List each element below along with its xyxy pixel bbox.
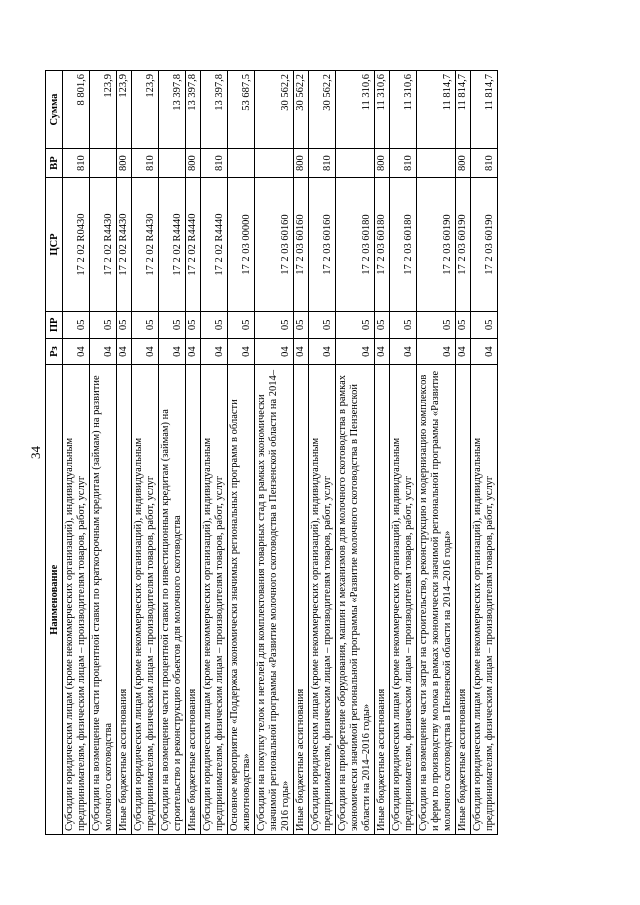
cell-rz: 04 bbox=[417, 338, 456, 365]
table-row bbox=[336, 71, 375, 835]
table-row bbox=[390, 71, 417, 835]
cell-csr: 17 2 03 60190 bbox=[417, 178, 456, 312]
cell-pr: 05 bbox=[456, 311, 471, 338]
cell-pr: 05 bbox=[132, 311, 159, 338]
cell-rz: 04 bbox=[255, 338, 294, 365]
cell-name: Иные бюджетные ассигнования bbox=[456, 365, 471, 835]
cell-sum: 11 310,6 bbox=[390, 71, 417, 149]
table-body bbox=[63, 71, 498, 835]
cell-name: Субсидии на возмещение части затрат на строительство, реконструкцию и модернизацию комплексов и ферм по производству молока в рамках экономически значимой региональной программы «Развитие молочного скотоводства в Пензенской области на 2014–2016 годы» bbox=[417, 365, 456, 835]
cell-pr: 05 bbox=[63, 311, 90, 338]
cell-rz: 04 bbox=[309, 338, 336, 365]
cell-pr: 05 bbox=[90, 311, 117, 338]
cell-name: Субсидии на приобретение оборудования, машин и механизмов для молочного скотоводства в рамках экономически значимой региональной программы «Развитие молочного скотоводства в Пензенской области на 2014–2016 годы» bbox=[336, 365, 375, 835]
cell-vr: 800 bbox=[294, 149, 309, 178]
table-header-row bbox=[46, 71, 63, 835]
table-row bbox=[294, 71, 309, 835]
cell-sum: 30 562,2 bbox=[255, 71, 294, 149]
page-number: 34 bbox=[28, 446, 43, 459]
cell-pr: 05 bbox=[336, 311, 375, 338]
cell-vr: 800 bbox=[456, 149, 471, 178]
budget-table bbox=[45, 70, 498, 835]
header-sum: Сумма bbox=[46, 71, 63, 149]
cell-name: Основное мероприятие «Поддержка экономически значимых региональных программ в области животноводства» bbox=[228, 365, 255, 835]
cell-sum: 11 310,6 bbox=[375, 71, 390, 149]
cell-csr: 17 2 03 60180 bbox=[336, 178, 375, 312]
table-row bbox=[90, 71, 117, 835]
cell-rz: 04 bbox=[63, 338, 90, 365]
cell-csr: 17 2 02 R4430 bbox=[90, 178, 117, 312]
cell-rz: 04 bbox=[471, 338, 498, 365]
cell-pr: 05 bbox=[159, 311, 186, 338]
cell-name: Иные бюджетные ассигнования bbox=[186, 365, 201, 835]
cell-vr bbox=[159, 149, 186, 178]
table-row bbox=[375, 71, 390, 835]
cell-pr: 05 bbox=[186, 311, 201, 338]
cell-pr: 05 bbox=[255, 311, 294, 338]
cell-name: Иные бюджетные ассигнования bbox=[117, 365, 132, 835]
cell-csr: 17 2 03 60160 bbox=[255, 178, 294, 312]
cell-csr: 17 2 02 R4440 bbox=[159, 178, 186, 312]
cell-pr: 05 bbox=[471, 311, 498, 338]
cell-sum: 123,9 bbox=[132, 71, 159, 149]
cell-csr: 17 2 02 R4440 bbox=[201, 178, 228, 312]
table-row bbox=[186, 71, 201, 835]
table-row bbox=[228, 71, 255, 835]
cell-name: Субсидии на возмещение части процентной ставки по инвестиционным кредитам (займам) на строительство и реконструкцию объектов для молочного скотоводства bbox=[159, 365, 186, 835]
cell-sum: 11 814,7 bbox=[471, 71, 498, 149]
cell-name: Субсидии юридическим лицам (кроме некоммерческих организаций), индивидуальным предпринимателям, физическим лицам – производителям товаров, работ, услуг bbox=[63, 365, 90, 835]
cell-csr: 17 2 03 60190 bbox=[471, 178, 498, 312]
cell-pr: 05 bbox=[117, 311, 132, 338]
cell-vr: 810 bbox=[390, 149, 417, 178]
cell-sum: 13 397,8 bbox=[186, 71, 201, 149]
cell-sum: 13 397,8 bbox=[159, 71, 186, 149]
cell-name: Субсидии юридическим лицам (кроме некоммерческих организаций), индивидуальным предпринимателям, физическим лицам – производителям товаров, работ, услуг bbox=[471, 365, 498, 835]
table-row bbox=[309, 71, 336, 835]
cell-vr: 800 bbox=[186, 149, 201, 178]
cell-vr: 810 bbox=[132, 149, 159, 178]
cell-vr bbox=[417, 149, 456, 178]
cell-rz: 04 bbox=[336, 338, 375, 365]
cell-rz: 04 bbox=[186, 338, 201, 365]
cell-csr: 17 2 02 R4430 bbox=[117, 178, 132, 312]
cell-pr: 05 bbox=[375, 311, 390, 338]
header-name: Наименование bbox=[46, 365, 63, 835]
cell-rz: 04 bbox=[228, 338, 255, 365]
table-row bbox=[201, 71, 228, 835]
cell-vr bbox=[90, 149, 117, 178]
cell-rz: 04 bbox=[390, 338, 417, 365]
cell-pr: 05 bbox=[228, 311, 255, 338]
cell-rz: 04 bbox=[294, 338, 309, 365]
cell-name: Субсидии юридическим лицам (кроме некоммерческих организаций), индивидуальным предпринимателям, физическим лицам – производителям товаров, работ, услуг bbox=[309, 365, 336, 835]
cell-vr bbox=[336, 149, 375, 178]
cell-name: Субсидии юридическим лицам (кроме некоммерческих организаций), индивидуальным предпринимателям, физическим лицам – производителям товаров, работ, услуг bbox=[201, 365, 228, 835]
cell-rz: 04 bbox=[117, 338, 132, 365]
cell-sum: 123,9 bbox=[117, 71, 132, 149]
cell-csr: 17 2 02 R0430 bbox=[63, 178, 90, 312]
cell-vr: 810 bbox=[471, 149, 498, 178]
cell-pr: 05 bbox=[201, 311, 228, 338]
cell-name: Субсидии юридическим лицам (кроме некоммерческих организаций), индивидуальным предпринимателям, физическим лицам – производителям товаров, работ, услуг bbox=[132, 365, 159, 835]
cell-vr: 800 bbox=[117, 149, 132, 178]
cell-vr bbox=[255, 149, 294, 178]
cell-sum: 11 814,7 bbox=[417, 71, 456, 149]
cell-pr: 05 bbox=[390, 311, 417, 338]
cell-rz: 04 bbox=[159, 338, 186, 365]
cell-csr: 17 2 03 60180 bbox=[375, 178, 390, 312]
cell-vr: 810 bbox=[63, 149, 90, 178]
header-vr: ВР bbox=[46, 149, 63, 178]
cell-sum: 123,9 bbox=[90, 71, 117, 149]
cell-rz: 04 bbox=[375, 338, 390, 365]
cell-vr: 810 bbox=[309, 149, 336, 178]
cell-sum: 53 687,5 bbox=[228, 71, 255, 149]
header-csr: ЦСР bbox=[46, 178, 63, 312]
cell-sum: 30 562,2 bbox=[309, 71, 336, 149]
table-row bbox=[471, 71, 498, 835]
cell-pr: 05 bbox=[309, 311, 336, 338]
table-row bbox=[417, 71, 456, 835]
cell-csr: 17 2 03 60180 bbox=[390, 178, 417, 312]
cell-sum: 30 562,2 bbox=[294, 71, 309, 149]
cell-vr: 800 bbox=[375, 149, 390, 178]
cell-csr: 17 2 03 60160 bbox=[309, 178, 336, 312]
cell-csr: 17 2 02 R4440 bbox=[186, 178, 201, 312]
cell-rz: 04 bbox=[201, 338, 228, 365]
cell-name: Иные бюджетные ассигнования bbox=[375, 365, 390, 835]
table-row bbox=[132, 71, 159, 835]
cell-csr: 17 2 03 60190 bbox=[456, 178, 471, 312]
cell-rz: 04 bbox=[132, 338, 159, 365]
cell-csr: 17 2 03 60160 bbox=[294, 178, 309, 312]
table-row bbox=[117, 71, 132, 835]
cell-csr: 17 2 03 00000 bbox=[228, 178, 255, 312]
cell-sum: 11 310,6 bbox=[336, 71, 375, 149]
cell-name: Иные бюджетные ассигнования bbox=[294, 365, 309, 835]
cell-sum: 11 814,7 bbox=[456, 71, 471, 149]
cell-rz: 04 bbox=[456, 338, 471, 365]
cell-name: Субсидии на возмещение части процентной ставки по краткосрочным кредитам (займам) на развитие молочного скотоводства bbox=[90, 365, 117, 835]
cell-name: Субсидии юридическим лицам (кроме некоммерческих организаций), индивидуальным предпринимателям, физическим лицам – производителям товаров, работ, услуг bbox=[390, 365, 417, 835]
cell-vr: 810 bbox=[201, 149, 228, 178]
cell-rz: 04 bbox=[90, 338, 117, 365]
cell-vr bbox=[228, 149, 255, 178]
table-row bbox=[159, 71, 186, 835]
table-row bbox=[255, 71, 294, 835]
header-rz: Рз bbox=[46, 338, 63, 365]
table-row bbox=[63, 71, 90, 835]
table-row bbox=[456, 71, 471, 835]
cell-pr: 05 bbox=[417, 311, 456, 338]
cell-sum: 8 801,6 bbox=[63, 71, 90, 149]
cell-csr: 17 2 02 R4430 bbox=[132, 178, 159, 312]
cell-pr: 05 bbox=[294, 311, 309, 338]
cell-name: Субсидии на покупку телок и нетелей для комплектования товарных стад в рамках экономически значимой региональной программы «Развитие молочного скотоводства в Пензенской области на 2014–2016 годы» bbox=[255, 365, 294, 835]
header-pr: ПР bbox=[46, 311, 63, 338]
cell-sum: 13 397,8 bbox=[201, 71, 228, 149]
